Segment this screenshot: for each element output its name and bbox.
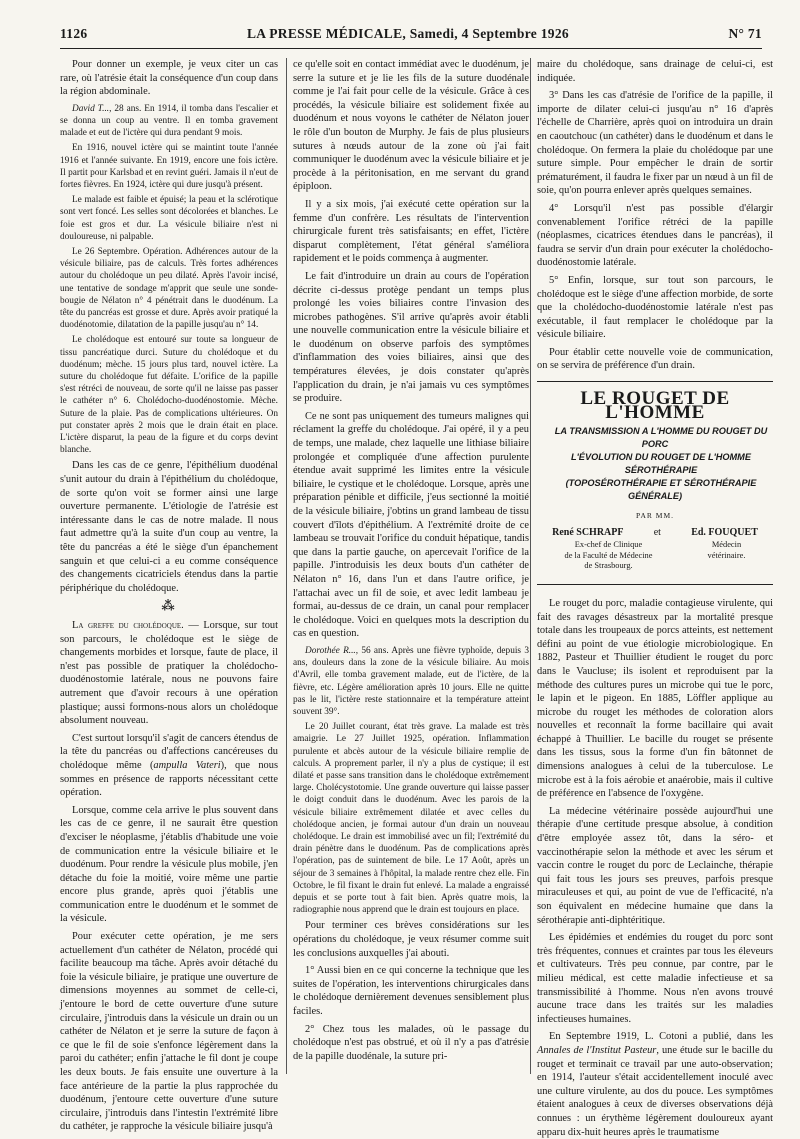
paragraph: 3° Dans les cas d'atrésie de l'orifice de la papille, il importe de dilater celui-ci jusqu'au n° 16 d'après l'échelle de Charrière, après quoi on introduira un drain en caoutchouc (un cathéter) dans le duodénum et dans le cholédoque. On fermera la plaie du cholédoque par une suture simple. Pour empêcher le drain de sortir prématurément, il faudra le fixer par un nœud à un fil de soie, qu'on pourra enlever après quelques semaines. xyxy=(537,90,773,197)
italic-term: ampulla Vateri xyxy=(153,759,221,771)
affiliations xyxy=(537,540,773,572)
case-text: Le 20 Juillet courant, état très grave. La malade est très amaigrie. Le 27 Juillet 1925, opération. Inflammation purulente et abcès autour de la vésicule biliaire remplie de calculs. A proprement parler, il n'y a plus de cystique; il est dilaté et passe sans transition dans le cholédoque extrêmement large. Cholécystotomie. Une grande ouverture qui laisse passer le doigt conduit dans le duodénum. Avec les parois de la vésicule biliaire extrêmement dilatée et avec celles du cholédoque ancien, je formai autour d'un drain un nouveau cholédoque. Le drain est immobilisé avec un fil; l'extrémité du drain pénètre dans le duodénum. Pas de complications après l'opération, pas de suintement de bile. Le 17 Août, après un séjour de 3 semaines à l'hôpital, la malade rentre chez elle. Fin Octobre, le fil fixant le drain fut enlevé. La malade a engraissé depuis et se porte tout à fait bien. Après quatre mois, la radiographie nous apprend que le drain est toujours en place. xyxy=(293,722,529,916)
paragraph: Le rouget du porc, maladie contagieuse virulente, qui fait des ravages désastreux par la mortalité presque totale dans les troupeaux de porcs atteints, est nettement défini au point de vue étiologie microbiologique. En 1882, Pasteur et Thuillier étudient le rouget du porc dans le Vaucluse; ils isolent et reproduisent par la méthode des cultures pures un microbe qui tue le porc, le lapin et le pigeon. En 1885, Löffler applique au microbe du rouget les méthodes de coloration alors nouvelles et reconnaît la forme bacillaire qui avait échappé à Thuillier. Le bacille du rouget se présente dans les tissus, sous la forme d'un fin bâtonnet de dimensions analogues à celui de la tuberculose. Le microbe est à la fois aérobie et anaérobie, mais il cultive de préférence en l'absence de l'oxygène. xyxy=(537,597,773,800)
case-name: David T..., xyxy=(72,103,112,114)
page-header xyxy=(60,26,762,49)
column-2 xyxy=(286,58,529,1074)
author-name: René SCHRAPF xyxy=(552,526,624,538)
paragraph: C'est surtout lorsqu'il s'agit de cancers étendus de la tête du pancréas ou d'affections cancéreuses du cholédoque même ( xyxy=(60,732,278,771)
paragraph: Il y a six mois, j'ai exécuté cette opération sur la femme d'un confrère. Les résultats de l'intervention chirurgicale furent très satisfaisants; en effet, l'ictère disparut complètement, l'état général s'améliora rapidement et le poids commença à augmenter. xyxy=(293,198,529,265)
affiliation xyxy=(708,540,746,572)
paragraph: 5° Enfin, lorsque, sur tout son parcours, le cholédoque est le siège d'une affection morbide, de sorte que la cholédocho-duodénostomie latérale n'est pas exécutable, il faut remplacer le cholédoque par la vésicule biliaire. xyxy=(537,274,773,341)
paragraph: ce qu'elle soit en contact immédiat avec le duodénum, je serre la suture et je lie les fils de la suture duodénale comme je l'ai fait pour celle de la vésicule. Grâce à ces procédés, la vésicule biliaire est solidement fixée au duodénum et nous voyons le cathéter de Nélaton jouer le rôle d'un bouton de Murphy. Je fais de plus plusieurs sutures à nœuds autour de la zone où j'ai fait communiquer le duodénum avec la vésicule biliaire et je procède à la péritonisation, en me servant du grand épiploon. xyxy=(293,59,529,193)
paragraph: En Septembre 1919, L. Cotoni a publié, dans les xyxy=(549,1031,773,1043)
article-subtitle: (TOPOSÉROTHÉRAPIE ET SÉROTHÉRAPIE GÉNÉRALE) xyxy=(565,478,757,502)
paragraph: La médecine vétérinaire possède aujourd'hui une thérapie d'une certitude presque absolue, à condition d'être employée assez tôt, dans la séro- et vaccinothérapie selon la méthode et avec les sérum et vaccin contre le rouget du porc de Leclainche, thérapie qui fait tous les jours ses preuves, parfois presque miraculeuses et qui, au point de vue de l'efficacité, n'a son équivalent en médecine humaine que dans la sérothérapie anti-diphtéritique. xyxy=(537,805,773,926)
journal-title: LA PRESSE MÉDICALE, Samedi, 4 Septembre 1926 xyxy=(246,26,569,41)
paragraph: Le fait d'introduire un drain au cours de l'opération décrite ci-dessus protège pendant un temps plus prolongé les voies biliaires contre l'invasion des microbes pathogènes. S'il arrive qu'après avoir établi une nouvelle communication entre la vésicule biliaire et le duodénum on observe parfois des symptômes d'inflammation des voies biliaires, ainsi que des températures élevées, je dois constater qu'après l'application du drain, je n'ai jamais vu ces symptômes se produire. xyxy=(293,270,529,405)
case-text: Le malade est faible et épuisé; la peau et la sclérotique sont vert foncé. Les selles sont décolorées et blanches. Le foie est gros et dur. La vésicule biliaire n'est ni douloureuse, ni palpable. xyxy=(60,195,278,242)
byline-divider xyxy=(537,584,773,585)
author-conjunction: et xyxy=(653,526,661,538)
authors xyxy=(537,526,773,540)
page-number: 1126 xyxy=(60,26,88,41)
paragraph: ), que nous sommes en présence de rapports nécessitant cette opération. xyxy=(60,759,278,799)
case-text: 56 ans. Après une fièvre typhoïde, depuis 3 ans, douleurs dans la zone de la vésicule biliaire. Au mois d'Avril, elle tomba gravement malade, eut de l'ictère, de la fièvre, etc. Légère amélioration après 10 jours. Elle ne quitte pas le lit, l'ictère reste stationnaire et la température atteint souvent 39°. xyxy=(293,645,529,717)
journal-reference: Annales de l'Institut Pasteur xyxy=(537,1044,657,1056)
byline-par: PAR MM. xyxy=(636,511,674,521)
issue-number: N° 71 xyxy=(728,26,762,41)
case-text: En 1916, nouvel ictère qui se maintint toute l'année 1916 et l'année suivante. En 1919, encore une fois ictère. Il partit pour Karlsbad et en revint guéri. Jamais il n'eut de fortes fièvres. En 1924, ictère qui dure jusqu'à présent. xyxy=(60,143,278,190)
affiliation-line: Ex-chef de Clinique xyxy=(574,540,643,550)
paragraph: 2° Chez tous les malades, où le passage du cholédoque n'est pas obstrué, et où il n'y a pas d'atrésie de la papille duodénale, la suture pri- xyxy=(293,1023,529,1062)
affiliation-line: de Strasbourg. xyxy=(584,561,633,571)
affiliation-line: vétérinaire. xyxy=(707,550,746,560)
paragraph: 4° Lorsqu'il n'est pas possible d'élargir convenablement l'orifice rétréci de la papille (néoplasmes, cicatrices étendues dans le pancréas), il faudra se servir d'un drain pour exécuter la cholédocho-duodénostomie latérale. xyxy=(537,202,773,269)
case-name: Dorothée R..., xyxy=(305,645,359,656)
affiliation xyxy=(565,540,653,572)
author-name: Ed. FOUQUET xyxy=(691,526,758,538)
case-text: 28 ans. En 1914, il tomba dans l'escalier et se donna un coup au ventre. Il en tomba gravement malade et eut de l'ictère qui dura pendant 9 mois. xyxy=(60,103,279,139)
case-report-2 xyxy=(293,645,529,916)
column-3 xyxy=(530,58,773,1138)
affiliation-line: Médecin xyxy=(711,540,742,550)
case-report-1 xyxy=(60,103,278,457)
section-heading: La greffe du cholédoque. xyxy=(72,620,184,631)
paragraph: Pour exécuter cette opération, je me sers actuellement d'un cathéter de Nélaton, procédé qui facilite beaucoup ma tâche. Après avoir détaché du foie la vésicule biliaire, je pratique une ouverture de dimensions moyennes au sommet de celle-ci, j'entoure le bord de cette ouverture d'une suture circulaire, j'introduis dans la vésicule un drain ou un cathéter de Nélaton et je serre la suture de façon à ce que le fil de soie s'enfonce légèrement dans la paroi du cathéter; enfin j'attache le fil dont je coupe les deux bouts. Je fais ensuite une ouverture à la face antérieure de la partie la plus rapprochée du duodénum, j'entoure cette ouverture d'une suture circulaire, j'introduis dans l'intestin l'extrémité libre du cathéter, je rapproche la vésicule biliaire jusqu'à xyxy=(60,931,278,1133)
article-divider xyxy=(537,381,773,382)
paragraph: — Lorsque, sur tout son parcours, le cholédoque est le siège de changements morbides et lorsque, faute de place, il n'est pas possible de pratiquer la cholédocho-duodénostomie latérale, nous ne pouvons faire autrement que d'avoir recours à une opération plastique; aussi formons-nous alors un cholédoque absolument nouveau. xyxy=(60,620,278,727)
paragraph: Pour établir cette nouvelle voie de communication, on se servira de préférence d'un drain. xyxy=(537,346,773,372)
paragraph: Pour terminer ces brèves considérations sur les opérations du cholédoque, je veux résumer comme suit les conclusions auxquelles j'ai abouti. xyxy=(293,920,529,959)
affiliation-line: de la Faculté de Médecine xyxy=(564,550,653,560)
paragraph: maire du cholédoque, sans drainage de celui-ci, est indiquée. xyxy=(537,59,773,84)
case-text: Le 26 Septembre. Opération. Adhérences autour de la vésicule biliaire, pas de calculs. Très fortes adhérences autour du cholédoque un peu dilaté. Après l'avoir incisé, une tentative de sondage m'apprit que seule une sonde-bougie de Nélaton n° 4 pénétrait dans le duodénum. La tête du pancréas est grosse et dure. Après avoir pratiqué la duodénotomie, dilatation de la papille jusqu'au n° 14. xyxy=(60,247,278,331)
paragraph: Lorsque, comme cela arrive le plus souvent dans les cas de ce genre, il ne saurait être question d'exciser le néoplasme, j'établis d'habitude une voie de communication entre la vésicule biliaire et le duodénum. Pour rendre la vésicule plus mobile, j'en détache du foie la moitié, voire même une partie encore plus grande, après quoi j'établis une communication entre le duodénum et le sommet de la vésicule. xyxy=(60,804,278,925)
article-subtitle: SÉROTHÉRAPIE xyxy=(624,465,698,476)
article-subtitle: LA TRANSMISSION A L'HOMME DU ROUGET DU PORC xyxy=(554,426,768,450)
article-title: LE ROUGET DE L'HOMME xyxy=(580,388,730,423)
column-1 xyxy=(60,58,279,1133)
paragraph: Ce ne sont pas uniquement des tumeurs malignes qui réclament la greffe du cholédoque. J'ai opéré, il y a peu de temps, une malade, chez laquelle une lithiase biliaire prolongée et compliquée d'une affection purulente étendue avait supprimé les limites entre la vésicule biliaire, le cystique et le cholédoque. Lorsque, après une préparation pénible et difficile, j'eus sectionné la moitié de la vésicule biliaire, j'obtins un grand lambeau de tissu couvert d'îlots d'épithélium. A l'extrémité droite de ce lambeau se trouvait l'orifice du conduit hépatique, tandis que dans la partie gauche, on apercevait l'orifice de la papille. J'introduisis les deux bouts d'un cathéter de Nélaton n° 16, dans l'un et dans l'autre orifice, je l'attachai avec un fil de soie, et avec ledit lambeau je formai, au-dessus de ce drain, un canal pour remplacer le cholédoque. Voici en quelques mots la description du cas en question. xyxy=(293,410,529,640)
case-text: Le cholédoque est entouré sur toute sa longueur de tissu pancréatique durci. Suture du cholédoque et du duodénum; mèche. 15 jours plus tard, nouvel ictère. La suture du cholédoque fut défaite. L'orifice de la papille s'est rétréci de nouveau, de sorte qu'il ne laisse pas passer le cathéter n° 6. Cholédocho-duodénostomie. Mèche. Suture de la plaie. Pas de complications ultérieures. On put constater après 2 mois que le drain était en place. L'ictère disparut, la peau de la figure et du corps devint blanche. xyxy=(60,335,278,456)
paragraph: , une étude sur le bacille du rouget et terminait ce travail par une auto-observation; en 1914, l'auteur s'était accidentellement inoculé avec une culture virulente, au dos du pouce. Les symptômes étaient analogues à ceux de diverses observations déjà connues : un érythème légèrement douloureux ayant apparu dix-huit heures après le traumatisme xyxy=(537,1044,773,1138)
paragraph: Les épidémies et endémies du rouget du porc sont très fréquentes, connues et craintes par tous les éleveurs et cultivateurs. Très peu connue, par contre, par le milieu médical, est cette maladie infectieuse et sa transmissibilité à l'homme. Nous n'en avons trouvé aucune trace dans les traités sur les maladies infectieuses humaines. xyxy=(537,932,773,1025)
article-subtitle: L'ÉVOLUTION DU ROUGET DE L'HOMME xyxy=(571,452,751,463)
paragraph: 1° Aussi bien en ce qui concerne la technique que les suites de l'opération, les interventions chirurgicales dans le cholédoque dernièrement devenues sensiblement plus faciles. xyxy=(293,965,529,1017)
paragraph: Dans les cas de ce genre, l'épithélium duodénal s'unit autour du drain à l'épithélium du cholédoque, de sorte qu'on voit se former ainsi une large ouverture permanente. L'étiologie de l'atrésie est intéressante dans le cas de notre malade. Il nous faut admettre qu'à la suite d'un coup au ventre, la tête du pancréas a été le siège d'un épanchement sanguin et que celui-ci a eu comme conséquence des changements cicatriciels étendus dans la partie périphérique du cholédoque. xyxy=(60,460,278,594)
paragraph: Pour donner un exemple, je veux citer un cas rare, où l'atrésie était la conséquence d'un coup dans la région abdominale. xyxy=(60,59,278,98)
section-separator: ⁂ xyxy=(161,598,177,614)
